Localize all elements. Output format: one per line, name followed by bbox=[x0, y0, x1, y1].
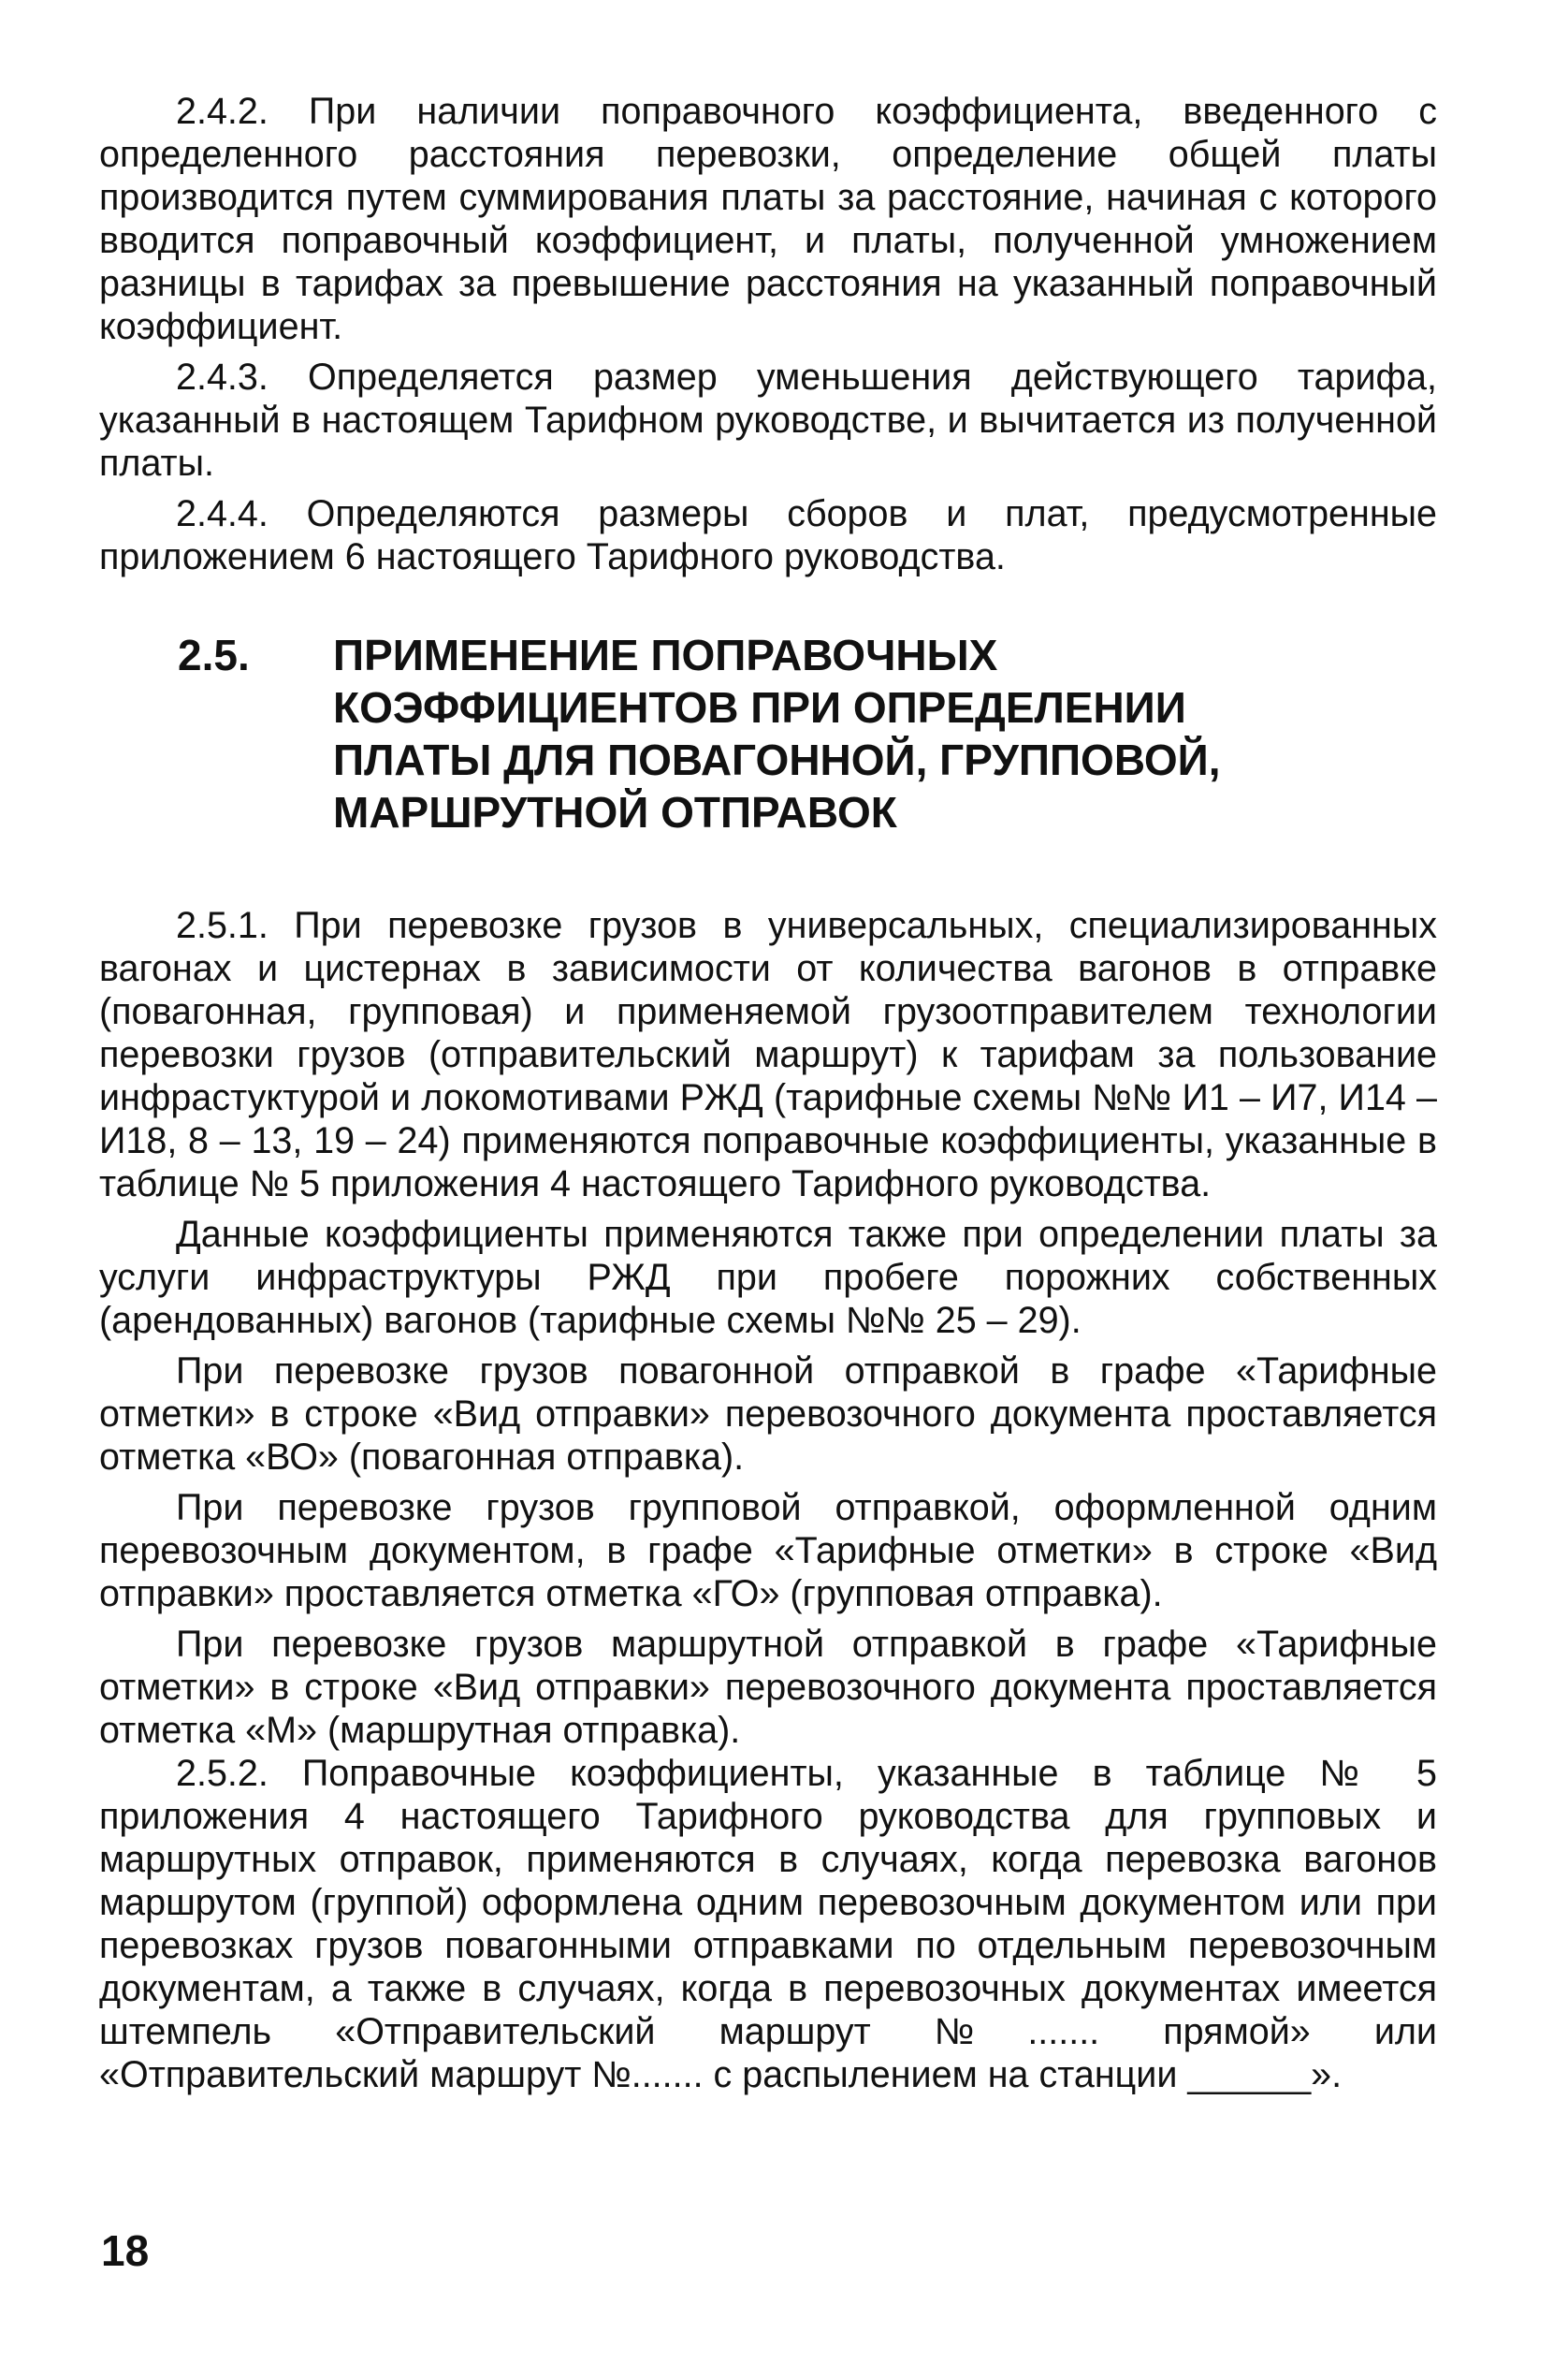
section-title-line: ПЛАТЫ ДЛЯ ПОВАГОННОЙ, ГРУППОВОЙ, bbox=[333, 736, 1221, 784]
section-heading bbox=[99, 629, 1437, 839]
page-number: 18 bbox=[101, 2226, 150, 2275]
section-number: 2.5. bbox=[178, 631, 250, 679]
paragraph-group-shipment: При перевозке грузов групповой отправкой, оформленной одним перевозочным документом, в графе «Тарифные отметки» в строке «Вид отправки» проставляется отметка «ГО» (групповая отправка). bbox=[99, 1487, 1437, 1614]
section-title-line: ПРИМЕНЕНИЕ ПОПРАВОЧНЫХ bbox=[333, 631, 998, 679]
paragraph-2-4-2: 2.4.2. При наличии поправочного коэффициента, введенного с определенного расстояния перевозки, определение общей платы производится путем суммирования платы за расстояние, начиная с которого вводится поправочный коэффициент, и платы, полученной умножением разницы в тарифах за превышение расстояния на указанный поправочный коэффициент. bbox=[99, 91, 1437, 347]
paragraph-coefficients-usage: Данные коэффициенты применяются также при определении платы за услуги инфраструктуры РЖД при пробеге порожних собственных (арендованных) вагонов (тарифные схемы №№ 25 – 29). bbox=[99, 1214, 1437, 1341]
section-title-line: МАРШРУТНОЙ ОТПРАВОК bbox=[333, 788, 897, 837]
section-title bbox=[333, 629, 1437, 839]
paragraph-2-5-2: 2.5.2. Поправочные коэффициенты, указанные в таблице № 5 приложения 4 настоящего Тарифного руководства для групповых и маршрутных отправок, применяются в случаях, когда перевозка вагонов маршрутом (группой) оформлена одним перевозочным документом или при перевозках грузов повагонными отправками по отдельным перевозочным документам, а также в случаях, когда в перевозочных документах имеется штемпель «Отправительский маршрут №....... прямой» или «Отправительский маршрут №....... с распылением на станции ______». bbox=[99, 1753, 1437, 2095]
paragraph-2-4-4: 2.4.4. Определяются размеры сборов и плат, предусмотренные приложением 6 настоящего Тарифного руководства. bbox=[99, 493, 1437, 577]
section-title-line: КОЭФФИЦИЕНТОВ ПРИ ОПРЕДЕЛЕНИИ bbox=[333, 683, 1186, 732]
paragraph-2-5-1: 2.5.1. При перевозке грузов в универсальных, специализированных вагонах и цистернах в зависимости от количества вагонов в отправке (повагонная, групповая) и применяемой грузоотправителем технологии перевозки грузов (отправительский маршрут) к тарифам за пользование инфрастуктурой и локомотивами РЖД (тарифные схемы №№ И1 – И7, И14 – И18, 8 – 13, 19 – 24) применяются поправочные коэффициенты, указанные в таблице № 5 приложения 4 настоящего Тарифного руководства. bbox=[99, 905, 1437, 1204]
paragraph-2-4-3: 2.4.3. Определяется размер уменьшения действующего тарифа, указанный в настоящем Тарифном руководстве, и вычитается из полученной платы. bbox=[99, 357, 1437, 484]
paragraph-wagon-shipment: При перевозке грузов повагонной отправкой в графе «Тарифные отметки» в строке «Вид отправки» перевозочного документа проставляется отметка «ВО» (повагонная отправка). bbox=[99, 1350, 1437, 1478]
text-column bbox=[99, 90, 1437, 2096]
paragraph-route-shipment: При перевозке грузов маршрутной отправкой в графе «Тарифные отметки» в строке «Вид отправки» перевозочного документа проставляется отметка «М» (маршрутная отправка). bbox=[99, 1624, 1437, 1751]
